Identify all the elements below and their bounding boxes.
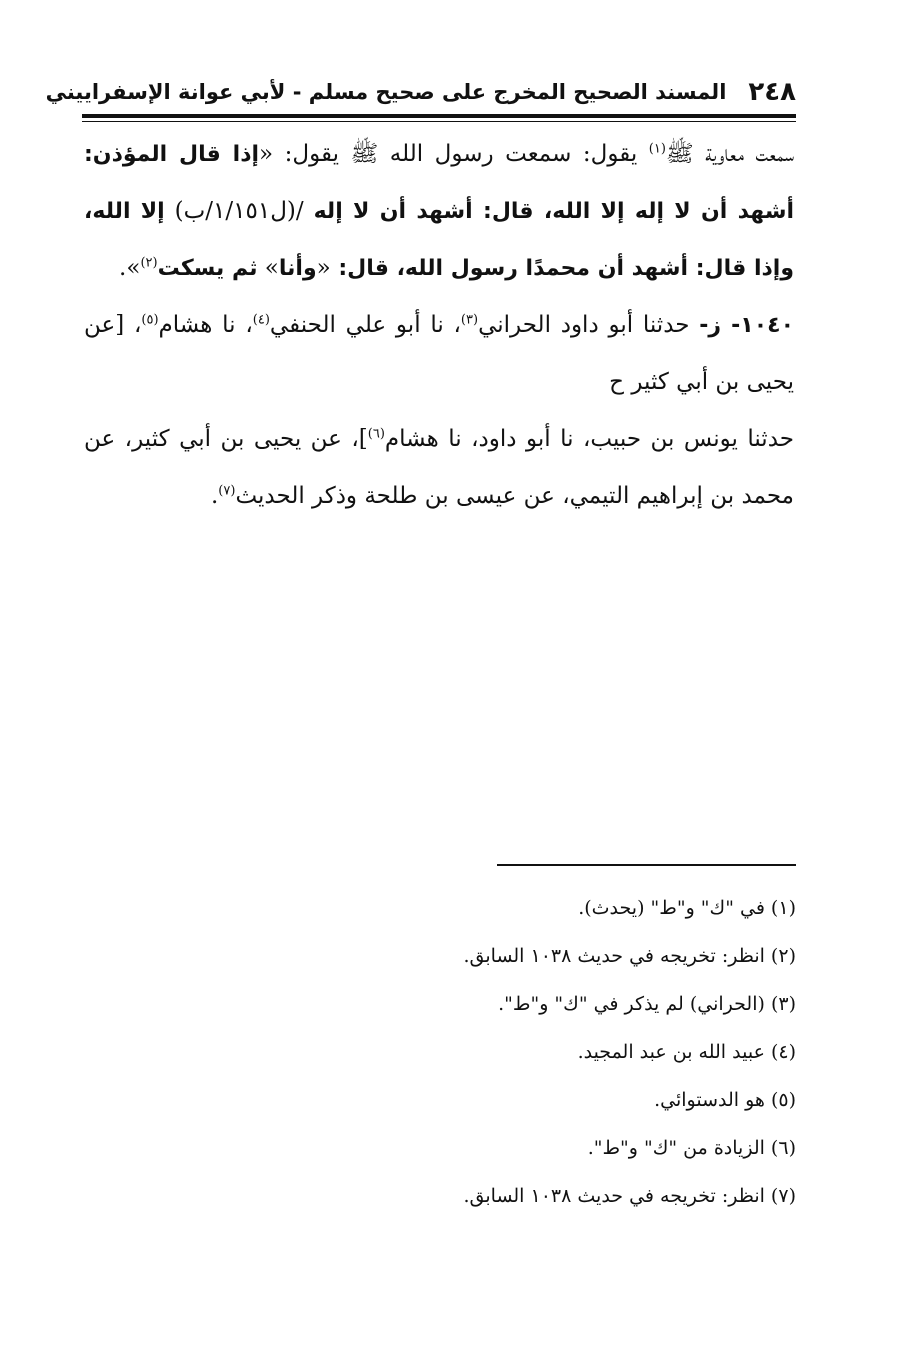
hadith-paragraph [84,126,794,297]
header-rule-thin [82,121,796,122]
text-segment: سمعت معاوية ﷺ [665,141,794,167]
footnote-ref: (٧) [218,483,236,499]
footnote: (٤) عبيد الله بن عبد المجيد. [577,1041,796,1063]
bold-segment: ثم يسكت [157,256,258,281]
bold-segment: إلا الله، وإذا قال: أشهد أن محمدًا رسول الله، قال: [84,199,794,281]
page-number: ٢٤٨ [748,77,796,107]
footnote-ref: (١) [648,141,666,157]
text-segment: . [210,483,219,509]
footnote: (٦) الزيادة من "ك" و"ط". [587,1137,796,1159]
footnote-ref: (٣) [460,312,479,328]
text-segment: ، نا أبو علي الحنفي [269,312,461,338]
text-segment: « [316,255,331,281]
manuscript-ref: /(ل١/١٥١/ب) [164,198,314,224]
main-text [84,126,794,525]
hadith-number: ١٠٤٠- ز- [699,313,795,338]
footnote: (٣) (الحراني) لم يذكر في "ك" و"ط". [498,993,796,1015]
footnote-ref: (٢) [140,255,158,271]
header-rule-thick [82,114,796,118]
footnote-ref: (٥) [141,312,159,328]
hadith-paragraph [84,297,794,411]
text-segment: » [257,255,279,281]
footnote: (٢) انظر: تخريجه في حديث ١٠٣٨ السابق. [463,945,796,967]
footnote: (١) في "ك" و"ط" (يحدث). [578,897,796,919]
text-segment: يقول: سمعت رسول الله ﷺ يقول: « [259,141,649,167]
page-header [45,72,796,112]
footnote-ref: (٤) [252,312,270,328]
footnote-separator [497,864,796,866]
footnote: (٥) هو الدستوائي. [654,1089,796,1111]
text-segment: ]، عن يحيى بن أبي كثير، عن محمد بن إبراهيم التيمي، عن عيسى بن طلحة وذكر الحديث [84,426,794,509]
footnotes [300,884,796,1220]
bold-segment: إذا قال المؤذن: أشهد أن لا إله إلا الله، قال: أشهد أن لا إله [84,142,794,224]
text-segment: حدثنا يونس بن حبيب، نا أبو داود، نا هشام [384,426,794,452]
footnote-ref: (٦) [367,426,385,442]
running-title: المسند الصحيح المخرج على صحيح مسلم - لأبي عوانة الإسفراييني [45,80,727,104]
footnote: (٧) انظر: تخريجه في حديث ١٠٣٨ السابق. [463,1185,796,1207]
hadith-paragraph [84,411,794,525]
text-segment: حدثنا أبو داود الحراني [478,312,700,338]
bold-segment: وأنا [278,256,317,281]
text-segment: ، [عن يحيى بن أبي كثير ح [84,312,794,395]
text-segment: ». [119,255,141,281]
text-segment: ، نا هشام [158,312,253,338]
